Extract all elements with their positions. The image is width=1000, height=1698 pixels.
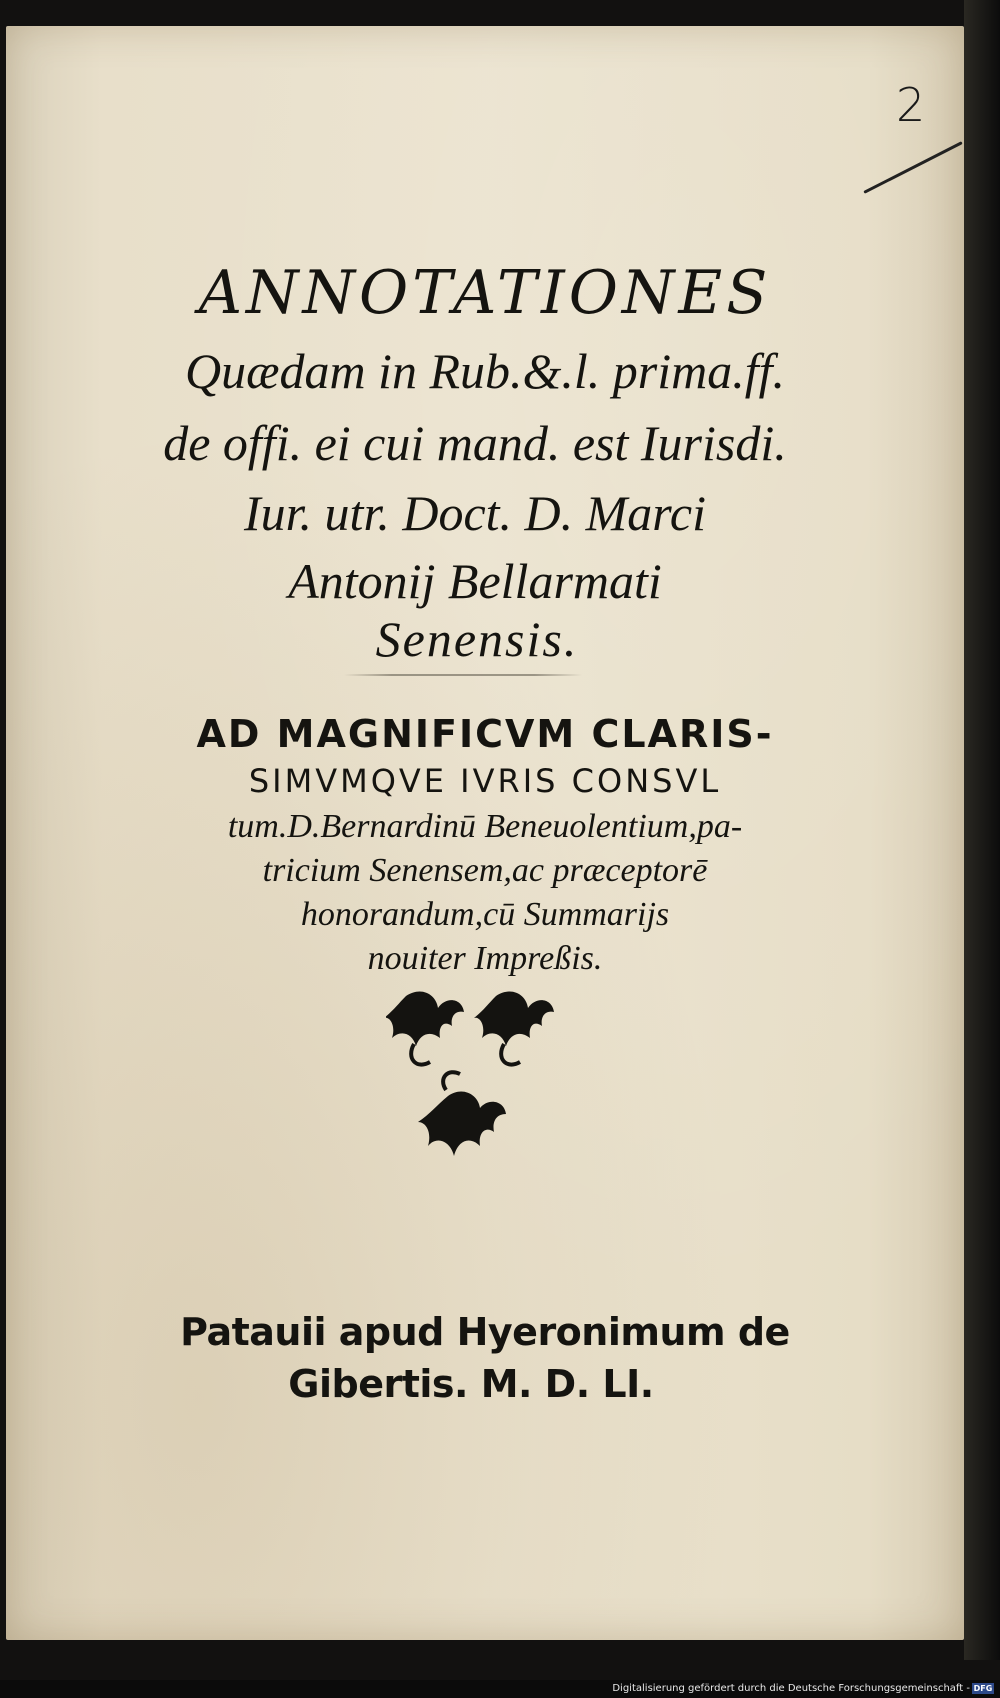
dedication-line-3: honorandum,cū Summarijs	[300, 896, 670, 933]
dedication-line-4: nouiter Impreßis.	[367, 940, 603, 977]
dedication-line-1: tum.D.Bernardinū Beneuolentium,pa-	[227, 808, 743, 845]
subtitle-line-5: Senensis.	[375, 611, 579, 667]
book-spine-shadow	[964, 0, 1000, 1660]
funding-credit: Digitalisierung gefördert durch die Deutsche Forschungsgemeinschaft -	[612, 1683, 970, 1694]
subtitle-line-1: Quædam in Rub.&.l. prima.ff.	[184, 343, 786, 399]
imprint-line-2: Gibertis. M. D. LI.	[288, 1362, 654, 1406]
subtitle-line-4: Antonij Bellarmati	[288, 553, 662, 609]
dedication-caps-line-1: AD MAGNIFICVM CLARIS-	[196, 712, 774, 756]
divider-rule	[344, 674, 582, 676]
book-title: ANNOTATIONES	[198, 258, 772, 328]
title-page	[6, 26, 964, 1640]
dedication-line-2: tricium Senensem,ac præceptorē	[262, 852, 708, 889]
pencil-stroke	[863, 141, 962, 194]
subtitle-line-2: de offi. ei cui mand. est Iurisdi.	[163, 415, 787, 471]
dedication-caps-line-2: SIMVMQVE IVRIS CONSVL	[248, 762, 722, 800]
subtitle-line-3: Iur. utr. Doct. D. Marci	[243, 485, 706, 541]
folio-number: 2	[896, 78, 926, 132]
dfg-logo: DFG	[973, 1684, 993, 1693]
imprint-line-1: Patauii apud Hyeronimum de	[180, 1310, 790, 1354]
fleuron-icon	[386, 986, 566, 1176]
